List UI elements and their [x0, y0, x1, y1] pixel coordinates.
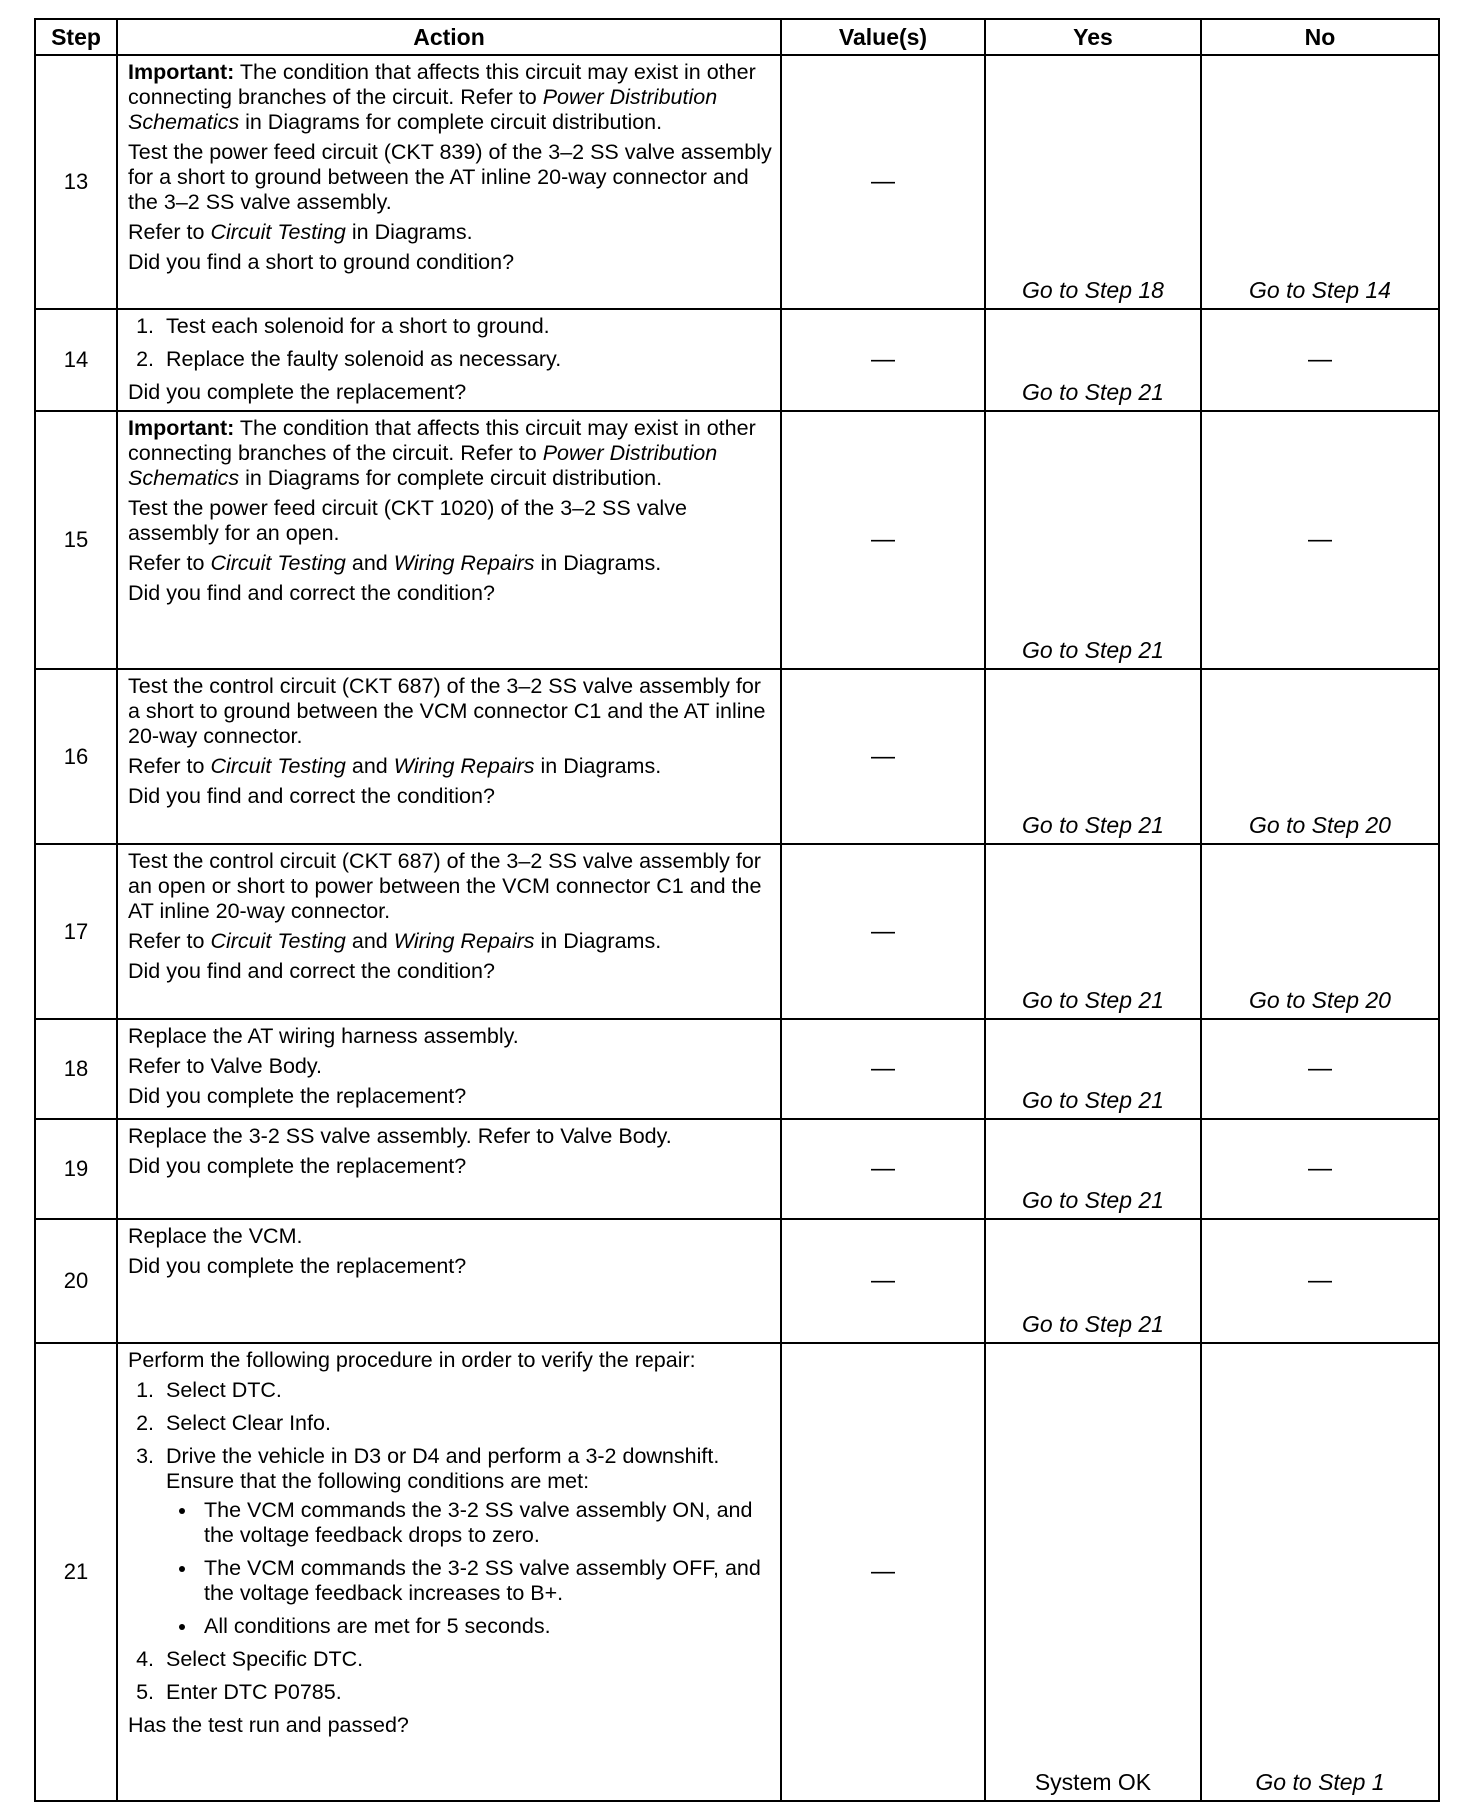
important-text: in Diagrams for complete circuit distribution.: [239, 110, 663, 134]
reference-suffix: in Diagrams.: [534, 551, 662, 575]
table-row: [35, 309, 1439, 411]
yes-cell: Go to Step 18: [985, 55, 1201, 309]
yes-cell: Go to Step 21: [985, 1019, 1201, 1119]
value-cell: —: [781, 411, 985, 669]
yes-cell: Go to Step 21: [985, 411, 1201, 669]
question-text: Did you complete the replacement?: [128, 380, 467, 404]
reference-title: Wiring Repairs: [393, 754, 535, 778]
value-cell: —: [781, 309, 985, 411]
reference-prefix: Refer to: [128, 220, 211, 244]
condition-list: [166, 1498, 774, 1639]
reference-join: and: [345, 551, 394, 575]
reference-title: Wiring Repairs: [393, 929, 535, 953]
procedure-list: [128, 314, 774, 372]
yes-cell: System OK: [985, 1343, 1201, 1801]
question-text: Did you find a short to ground condition?: [128, 250, 515, 274]
list-item: 4. Select Specific DTC.: [160, 1647, 774, 1672]
list-item-text: Drive the vehicle in D3 or D4 and perform a 3-2 downshift. Ensure that the following conditions are met:: [166, 1444, 720, 1493]
yes-cell: Go to Step 21: [985, 1219, 1201, 1343]
important-reference: Power Distribution Schematics: [128, 441, 718, 490]
action-text: Replace the AT wiring harness assembly.: [128, 1024, 519, 1048]
diagnostic-table: [34, 18, 1440, 1802]
action-cell: [117, 1343, 781, 1801]
question-text: Did you complete the replacement?: [128, 1154, 467, 1178]
important-text: in Diagrams for complete circuit distribution.: [239, 466, 663, 490]
important-reference: Power Distribution Schematics: [128, 85, 718, 134]
reference-title: Circuit Testing: [210, 929, 346, 953]
procedure-intro: Perform the following procedure in order to verify the repair:: [128, 1348, 696, 1372]
no-cell: Go to Step 20: [1201, 669, 1439, 844]
action-cell: [117, 1019, 781, 1119]
reference-text: Refer to Valve Body.: [128, 1054, 322, 1078]
table-row: [35, 669, 1439, 844]
condition-item: • The VCM commands the 3-2 SS valve assembly OFF, and the voltage feedback increases to B+.: [198, 1556, 774, 1606]
table-row: [35, 411, 1439, 669]
header-yes: Yes: [985, 19, 1201, 55]
list-item: 1. Test each solenoid for a short to ground.: [160, 314, 774, 339]
header-values: Value(s): [781, 19, 985, 55]
no-cell: —: [1201, 309, 1439, 411]
value-cell: —: [781, 55, 985, 309]
step-number: 18: [35, 1019, 117, 1119]
reference-title: Circuit Testing: [210, 220, 346, 244]
action-cell: [117, 309, 781, 411]
action-text: Test the control circuit (CKT 687) of the 3–2 SS valve assembly for an open or short to power between the VCM connector C1 and the AT inline 20-way connector.: [128, 849, 762, 923]
question-text: Did you find and correct the condition?: [128, 784, 495, 808]
value-cell: —: [781, 1343, 985, 1801]
list-item: 5. Enter DTC P0785.: [160, 1680, 774, 1705]
action-cell: [117, 1119, 781, 1219]
yes-cell: Go to Step 21: [985, 844, 1201, 1019]
step-number: 17: [35, 844, 117, 1019]
reference-title: Wiring Repairs: [393, 551, 535, 575]
action-text: Test the power feed circuit (CKT 839) of the 3–2 SS valve assembly for a short to ground between the AT inline 20-way connector and the 3–2 SS valve assembly.: [128, 140, 772, 214]
header-row: [35, 19, 1439, 55]
action-cell: [117, 411, 781, 669]
question-text: Did you find and correct the condition?: [128, 959, 495, 983]
reference-suffix: in Diagrams.: [345, 220, 473, 244]
reference-text: [128, 929, 774, 954]
no-cell: Go to Step 1: [1201, 1343, 1439, 1801]
reference-prefix: Refer to: [128, 551, 211, 575]
yes-cell: Go to Step 21: [985, 1119, 1201, 1219]
table-row: [35, 1119, 1439, 1219]
step-number: 21: [35, 1343, 117, 1801]
question-text: Did you find and correct the condition?: [128, 581, 495, 605]
step-number: 16: [35, 669, 117, 844]
no-cell: —: [1201, 1019, 1439, 1119]
action-cell: [117, 669, 781, 844]
important-text: The condition that affects this circuit may exist in other connecting branches of the circuit. Refer to: [128, 60, 756, 109]
table-row: [35, 55, 1439, 309]
action-cell: [117, 1219, 781, 1343]
value-cell: —: [781, 844, 985, 1019]
value-cell: —: [781, 669, 985, 844]
step-number: 20: [35, 1219, 117, 1343]
list-item: 2. Select Clear Info.: [160, 1411, 774, 1436]
list-item: 1. Select DTC.: [160, 1378, 774, 1403]
value-cell: —: [781, 1219, 985, 1343]
reference-title: Circuit Testing: [210, 551, 346, 575]
table-row: [35, 1343, 1439, 1801]
action-text: Test the power feed circuit (CKT 1020) of the 3–2 SS valve assembly for an open.: [128, 496, 687, 545]
question-text: Has the test run and passed?: [128, 1713, 409, 1737]
step-number: 19: [35, 1119, 117, 1219]
step-number: 13: [35, 55, 117, 309]
important-note: [128, 416, 774, 491]
action-text: Replace the 3-2 SS valve assembly. Refer to Valve Body.: [128, 1124, 672, 1148]
reference-join: and: [345, 929, 394, 953]
condition-item: • All conditions are met for 5 seconds.: [198, 1614, 774, 1639]
step-number: 14: [35, 309, 117, 411]
no-cell: —: [1201, 411, 1439, 669]
value-cell: —: [781, 1019, 985, 1119]
reference-text: [128, 551, 774, 576]
action-cell: [117, 844, 781, 1019]
important-note: [128, 60, 774, 135]
reference-title: Circuit Testing: [210, 754, 346, 778]
yes-cell: Go to Step 21: [985, 309, 1201, 411]
action-text: Replace the VCM.: [128, 1224, 303, 1248]
important-text: The condition that affects this circuit may exist in other connecting branches of the circuit. Refer to: [128, 416, 756, 465]
diagnostic-table-page: [34, 18, 1438, 1810]
yes-cell: Go to Step 21: [985, 669, 1201, 844]
no-cell: —: [1201, 1119, 1439, 1219]
reference-prefix: Refer to: [128, 929, 211, 953]
reference-text: [128, 220, 774, 245]
question-text: Did you complete the replacement?: [128, 1084, 467, 1108]
condition-item: • The VCM commands the 3-2 SS valve assembly ON, and the voltage feedback drops to zero.: [198, 1498, 774, 1548]
no-cell: Go to Step 14: [1201, 55, 1439, 309]
header-no: No: [1201, 19, 1439, 55]
value-cell: —: [781, 1119, 985, 1219]
reference-text: [128, 754, 774, 779]
table-row: [35, 1019, 1439, 1119]
important-label: Important:: [128, 416, 235, 440]
no-cell: Go to Step 20: [1201, 844, 1439, 1019]
reference-suffix: in Diagrams.: [534, 754, 662, 778]
important-label: Important:: [128, 60, 235, 84]
table-row: [35, 844, 1439, 1019]
list-item: 2. Replace the faulty solenoid as necessary.: [160, 347, 774, 372]
header-step: Step: [35, 19, 117, 55]
no-cell: —: [1201, 1219, 1439, 1343]
table-row: [35, 1219, 1439, 1343]
reference-join: and: [345, 754, 394, 778]
action-text: Test the control circuit (CKT 687) of the 3–2 SS valve assembly for a short to ground between the VCM connector C1 and the AT inline 20-way connector.: [128, 674, 766, 748]
list-item: [160, 1444, 774, 1639]
procedure-list: [128, 1378, 774, 1705]
reference-suffix: in Diagrams.: [534, 929, 662, 953]
step-number: 15: [35, 411, 117, 669]
header-action: Action: [117, 19, 781, 55]
question-text: Did you complete the replacement?: [128, 1254, 467, 1278]
action-cell: [117, 55, 781, 309]
reference-prefix: Refer to: [128, 754, 211, 778]
